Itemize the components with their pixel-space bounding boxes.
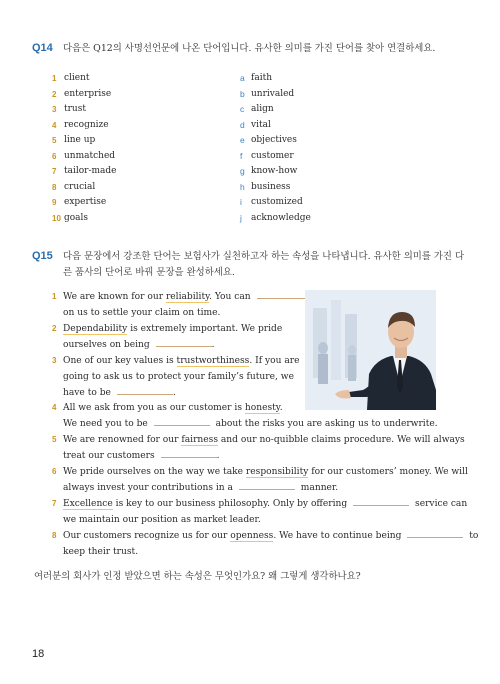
item-letter: f (240, 150, 243, 161)
item-number: 2 (52, 89, 57, 99)
item-letter: i (240, 197, 242, 207)
emphasized-word: Dependability (63, 324, 128, 334)
q15-item-5-line2: treat our customers . (63, 448, 220, 464)
q15-item-1-line2: on us to settle your claim on time. (63, 308, 221, 318)
item-word: tailor-made (64, 166, 117, 176)
item-text: about the risks you are asking us to underwrite. (215, 419, 438, 429)
q15-item-2 (52, 321, 283, 337)
item-text: to (469, 531, 479, 541)
emphasized-word: fairness (181, 435, 218, 445)
item-text: . (279, 403, 283, 413)
item-number: 8 (52, 531, 57, 540)
q15-item-5 (52, 432, 465, 448)
item-letter: h (240, 181, 245, 192)
item-number: 4 (52, 403, 57, 412)
q15-item-6 (52, 464, 468, 480)
answer-blank[interactable] (239, 480, 295, 490)
q15-item-4 (52, 400, 283, 416)
emphasized-word: responsibility (245, 467, 309, 477)
q15-instruction-line2: 른 품사의 단어로 바꿔 문장을 완성하세요. (63, 267, 235, 278)
businessman-photo (305, 290, 436, 410)
item-number: 4 (52, 120, 57, 130)
businessman-illustration (305, 290, 436, 410)
q15-item-6-line2 (63, 480, 338, 496)
item-letter: e (240, 135, 245, 145)
item-text: We are renowned for our (63, 435, 182, 445)
item-text: Our customers recognize us for our (63, 531, 231, 541)
item-number: 1 (52, 292, 57, 301)
item-number: 9 (52, 198, 57, 207)
item-number: 6 (52, 467, 57, 476)
answer-blank[interactable] (154, 416, 210, 426)
item-number: 7 (52, 167, 57, 176)
item-number: 3 (52, 105, 57, 114)
item-text: service can (415, 499, 468, 509)
item-word: know-how (251, 166, 298, 176)
answer-blank[interactable] (353, 496, 409, 506)
item-text: is key to our business philosophy. Only by offering (112, 499, 348, 509)
item-text: . We have to continue being (273, 531, 402, 541)
item-text: One of our key values is (63, 356, 177, 366)
item-number: 5 (52, 136, 57, 145)
item-text: All we ask from you as our customer is (63, 403, 245, 413)
item-text: We pride ourselves on the way we take (63, 467, 246, 477)
answer-blank[interactable] (156, 337, 212, 347)
item-number: 6 (52, 151, 57, 161)
item-word: enterprise (64, 88, 112, 99)
emphasized-word: openness (230, 531, 274, 541)
q15-item-7-line2: we maintain our position as market leader. (63, 515, 261, 525)
emphasized-word: trustworthiness (176, 356, 250, 366)
q15-label: Q15 (32, 250, 53, 262)
q15-item-1 (52, 289, 313, 305)
item-letter: a (240, 73, 245, 83)
item-number: 10 (52, 213, 61, 223)
answer-blank[interactable] (407, 528, 463, 538)
item-letter: b (240, 88, 245, 99)
item-text: We are known for our (63, 292, 166, 302)
item-text: . If you are (249, 356, 300, 366)
item-word: business (251, 181, 291, 192)
item-text: We need you to be (63, 419, 148, 429)
item-text: always invest your contributions in a (63, 483, 233, 493)
item-text: . You can (209, 292, 251, 302)
item-text: is extremely important. We pride (127, 324, 283, 334)
item-number: 2 (52, 324, 57, 333)
item-letter: j (240, 212, 242, 223)
q14-instruction: 다음은 Q12의 사명선언문에 나온 단어입니다. 유사한 의미를 가진 단어를 찾아 연결하세요. (63, 43, 436, 54)
q15-item-3 (52, 353, 300, 369)
item-number: 8 (52, 182, 57, 192)
q15-item-3-line2: going to ask us to protect your family’s future, we (63, 372, 294, 382)
q15-item-2-line2: ourselves on being . (63, 337, 215, 353)
item-text: and our no-quibble claims procedure. We will always (218, 435, 465, 445)
q15-item-4-line2 (63, 416, 438, 432)
answer-blank[interactable] (117, 385, 173, 395)
item-word: customized (251, 197, 303, 207)
item-text: for our customers’ money. We will (308, 467, 468, 477)
item-text: treat our customers (63, 451, 155, 461)
item-number: 7 (52, 499, 57, 508)
item-number: 1 (52, 74, 57, 83)
q15-instruction-line1: 다음 문장에서 강조한 단어는 보험사가 실천하고자 하는 속성을 나타냅니다. 유사한 의미를 가진 다 (63, 251, 464, 262)
item-number: 3 (52, 356, 57, 365)
emphasized-word: Excellence (63, 499, 113, 509)
emphasized-word: honesty (244, 403, 280, 413)
item-word: recognize (64, 119, 109, 130)
emphasized-word: reliability (165, 292, 210, 302)
item-word: client (64, 73, 90, 83)
item-number: 5 (52, 435, 57, 444)
item-word: acknowledge (251, 212, 311, 223)
item-word: unrivaled (251, 88, 295, 99)
item-word: align (251, 104, 274, 114)
item-letter: g (240, 166, 245, 176)
item-word: faith (251, 73, 272, 83)
q14-label: Q14 (32, 42, 53, 54)
item-text: ourselves on being (63, 340, 150, 350)
answer-blank[interactable] (161, 448, 217, 458)
q15-item-7 (52, 496, 468, 512)
item-word: goals (64, 212, 89, 223)
item-letter: c (240, 104, 245, 114)
item-word: line up (64, 135, 96, 145)
item-word: customer (251, 150, 294, 161)
item-text: manner. (300, 483, 339, 493)
q15-item-8-line2: keep their trust. (63, 547, 139, 557)
item-text: have to be (63, 388, 111, 398)
item-word: crucial (64, 181, 96, 192)
item-letter: d (240, 119, 245, 130)
item-word: unmatched (64, 150, 116, 161)
item-word: objectives (251, 135, 297, 145)
item-word: expertise (64, 197, 107, 207)
q15-item-8 (52, 528, 479, 544)
item-word: vital (251, 119, 271, 130)
closing-question: 여러분의 회사가 인정 받았으면 하는 속성은 무엇인가요? 왜 그렇게 생각하나요? (34, 571, 361, 582)
item-word: trust (64, 104, 86, 114)
page-number: 18 (32, 648, 45, 660)
q15-item-3-line3: have to be . (63, 385, 176, 401)
